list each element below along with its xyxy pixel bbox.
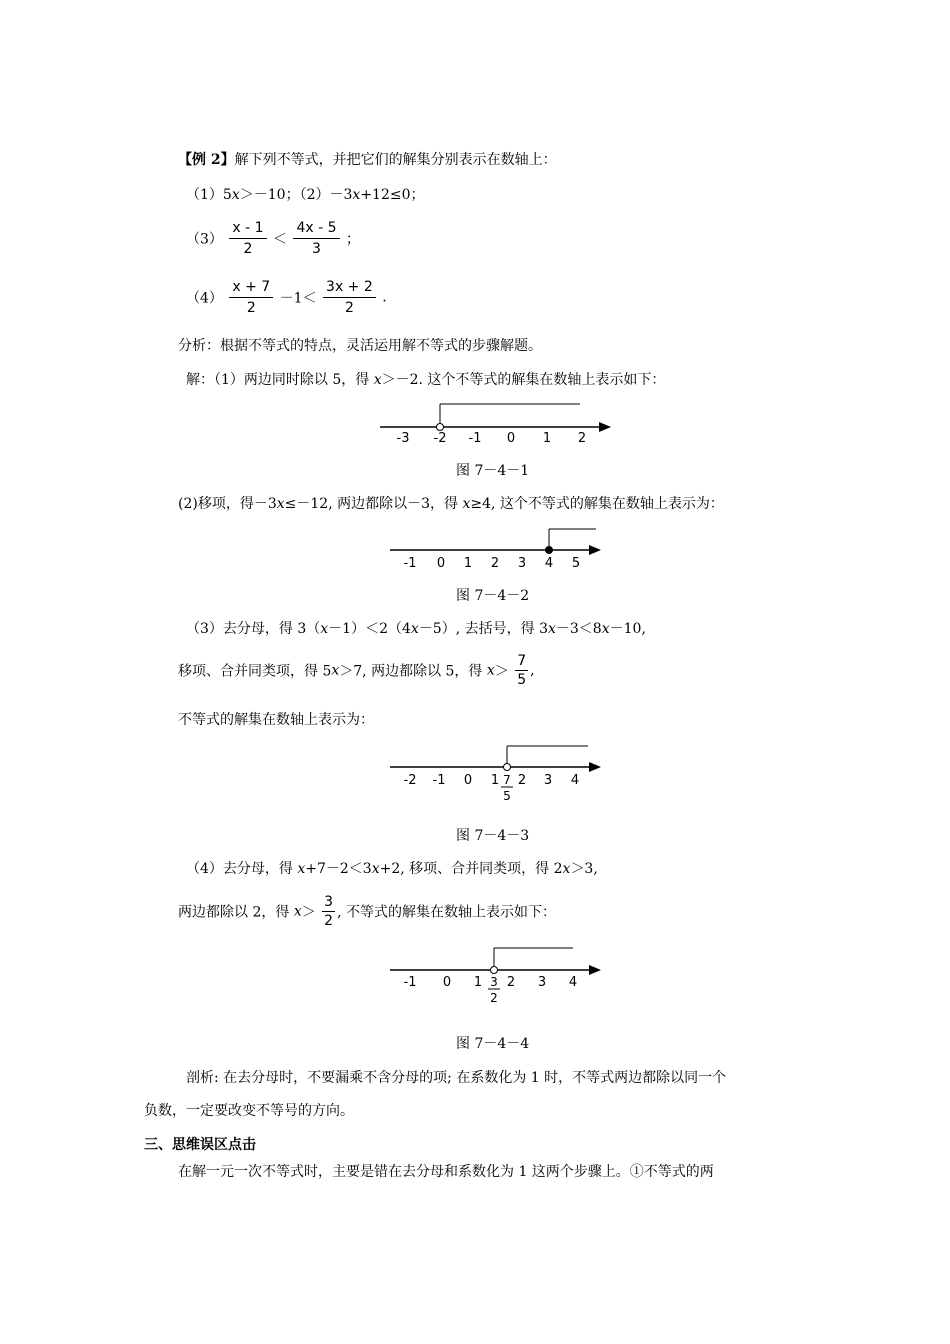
fig3-caption: 图 7－4－3 [456,828,530,844]
problem-line-4 [186,277,387,318]
problem-1-coef: 5 [222,187,232,203]
fig2-tick-label: 5 [571,556,581,571]
fig3-tick-label: 4 [570,773,580,788]
problem-1-var: x [231,187,240,203]
fig4-tick-label: 1 [473,975,483,990]
fig1-tick-label: -2 [433,431,447,446]
fig4-tick-label: 4 [568,975,578,990]
fig4-tick-label: 2 [506,975,516,990]
fig2-solid-point [546,547,553,554]
solution-4-line-2: 两边都除以 2，得 x＞ $\frac{3}{2}$ , 不等式的解集在数轴上表示如下： [178,894,556,929]
fig2-tick-label: 4 [544,556,554,571]
fig3-frac-denominator: 5 [503,789,511,803]
fig4-tick-label: 3 [537,975,547,990]
problem-4-fraction-right: $\frac{3x + 2}{2}$ [323,277,376,318]
problem-3-end: ； [345,231,360,248]
problem-3-fraction-right: $\frac{4x - 5}{3}$ [293,218,339,259]
fig1-tick-label: -1 [468,431,482,446]
fig2-tick-label: -1 [403,556,417,571]
fig4-group [390,948,601,1005]
fig1-tick-label: 0 [506,431,516,446]
problem-line-3 [186,218,360,259]
problem-3-operator: ＜ [272,231,287,248]
fig1-caption: 图 7－4－1 [456,463,530,479]
problem-3-fraction-left: $\frac{x - 1}{2}$ [229,218,266,259]
problem-4-fraction-left: $\frac{x + 7}{2}$ [229,277,273,318]
problem-2-var: x [352,187,361,203]
fig2-arrow [589,545,601,555]
solution-2: (2)移项，得－3x≤－12, 两边都除以－3，得 x≥4, 这个不等式的解集在数轴上表示为： [178,496,724,512]
fig4-frac-numerator: 3 [490,975,498,989]
fig2-tick-label: 0 [436,556,446,571]
fig3-open-point [504,764,511,771]
fig1-tick-label: 2 [577,431,587,446]
problem-1-label: （1） [186,187,223,203]
fig2-group [390,529,601,571]
fig1-arrow [599,422,611,432]
problem-3-label: （3） [186,231,223,248]
solution-3-fraction: $\frac{7}{5}$ [517,653,527,688]
section-3-title: 三、思维误区点击 [144,1137,256,1153]
fig3-tick-label: 3 [543,773,553,788]
fig1-open-point [437,424,444,431]
example-title: 【例 2】 [178,152,235,168]
problem-4-end: . [382,289,387,306]
problem-2-label: （2） [299,187,330,203]
fig3-tick-label: 0 [463,773,473,788]
solution-3-line-2: 移项、合并同类项，得 5x＞7, 两边都除以 5，得 x＞ $\frac{7}{5}$ , [178,653,535,688]
fig4-open-point [491,967,498,974]
fig1-tick-label: -3 [396,431,410,446]
fig3-tick-label: -2 [403,773,417,788]
problem-line-1-2 [186,185,425,205]
problem-2-coef: －3 [329,187,353,203]
fig4-tick-label: 0 [442,975,452,990]
fig4-arrow [589,965,601,975]
fig3-group [390,746,601,803]
problem-2-rest: +12≤0； [360,187,425,203]
fig2-tick-label: 1 [463,556,473,571]
fig3-arrow [589,762,601,772]
problem-4-label: （4） [186,290,223,307]
fig4-tick-label: -1 [403,975,417,990]
solution-1: 解：（1）两边同时除以 5，得 x＞－2. 这个不等式的解集在数轴上表示如下： [186,372,666,388]
fig4-frac-denominator: 2 [490,991,498,1005]
problem-4-middle: －1＜ [279,290,317,307]
remark-line-1: 剖析: 在去分母时，不要漏乘不含分母的项; 在系数化为 1 时，不等式两边都除以同一个 [186,1070,727,1086]
analysis-text: 分析：根据不等式的特点，灵活运用解不等式的步骤解题。 [178,338,542,354]
fig3-frac-numerator: 7 [503,773,511,787]
section-3-text: 在解一元一次不等式时，主要是错在去分母和系数化为 1 这两个步骤上。①不等式的两 [178,1164,714,1180]
solution-4-fraction: $\frac{3}{2}$ [324,894,334,929]
example-prompt: 解下列不等式，并把它们的解集分别表示在数轴上： [234,152,557,168]
fig2-caption: 图 7－4－2 [456,588,530,604]
fig3-tick-label: -1 [432,773,446,788]
fig1-tick-label: 1 [542,431,552,446]
fig1-group [380,404,611,446]
fig3-tick-label: 2 [517,773,527,788]
solution-3-line-3: 不等式的解集在数轴上表示为： [178,712,374,728]
solution-4-line-1: （4）去分母，得 x+7－2＜3x+2, 移项、合并同类项，得 2x＞3, [186,861,598,877]
example-heading [178,150,557,170]
fig2-tick-label: 2 [490,556,500,571]
fig3-tick-label: 1 [490,773,500,788]
fig4-caption: 图 7－4－4 [456,1036,530,1052]
solution-3-line-1: （3）去分母，得 3（x－1）＜2（4x－5）, 去括号，得 3x－3＜8x－10, [186,621,646,637]
fig2-tick-label: 3 [517,556,527,571]
problem-1-rest: ＞－10； [239,187,300,203]
remark-line-2: 负数，一定要改变不等号的方向。 [144,1103,354,1119]
